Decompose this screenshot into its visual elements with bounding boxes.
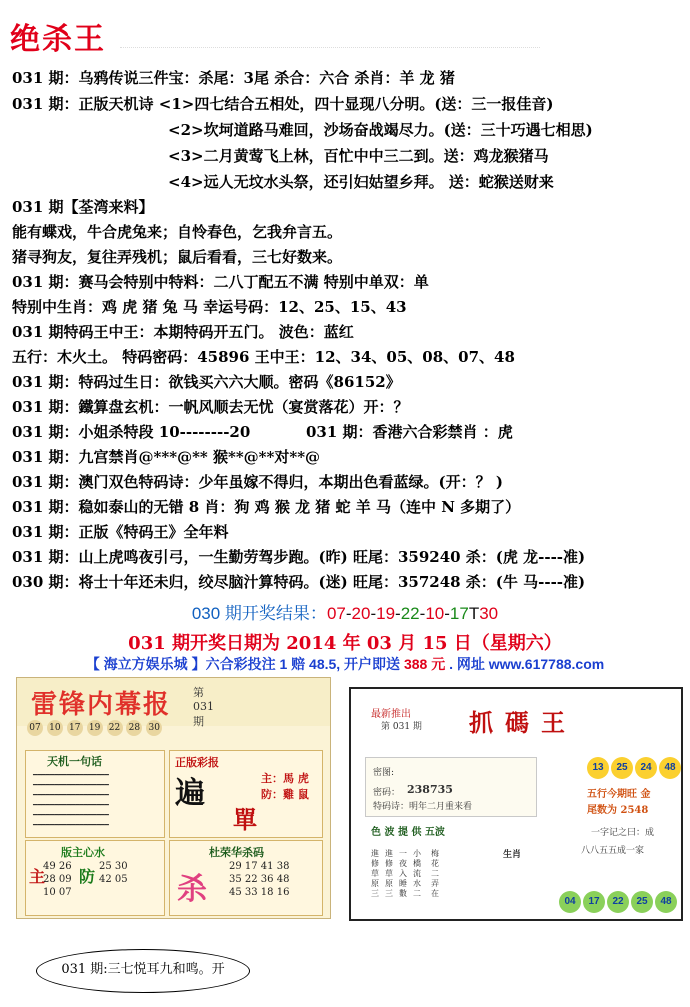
text-line: 031 期：九宫禁肖@***@** 猴**@**对**@	[12, 448, 321, 466]
big-character: 遍	[175, 776, 205, 811]
result-number: 22	[400, 604, 420, 623]
zhua-ma-wang-title: 抓碼王	[469, 708, 577, 737]
text-line: 五行：木火土。 特码密码：45896 王中王：12、34、05、08、07、48	[12, 348, 515, 366]
text-line: <4>远人无坟水头祭，还引妇姑望乡拜。 送：蛇猴送财来	[168, 173, 554, 191]
green-ball: 17	[583, 891, 605, 913]
panel-banzhu-title: 版主心水	[61, 846, 105, 859]
result-number: 10	[425, 604, 445, 623]
panel-sha-ma-title: 杜荣华杀码	[209, 846, 264, 859]
ball: 07	[27, 720, 43, 736]
ball: 30	[146, 720, 162, 736]
text-line: 031 期：鐵算盘玄机：一帆风顺去无忧（宴赏落花）开：？	[12, 398, 409, 416]
fang-label: 防：雞 鼠	[261, 788, 309, 801]
number-row: 35 22 36 48	[229, 874, 290, 885]
result-number: 20	[351, 604, 371, 623]
right-period-label: 第 031 期	[381, 722, 422, 732]
main-numbers	[43, 860, 72, 899]
text-line: 031 期：乌鸦传说三件宝：杀尾：3尾 杀合：六合 杀肖：羊 龙 猪	[12, 69, 455, 87]
poem-line: 特码诗：明年二月重来看	[373, 802, 473, 812]
green-ball: 48	[655, 891, 677, 913]
lei-feng-newspaper-image	[16, 677, 331, 919]
text-line: 031 期：特码过生日：欲钱买六六大顺。密码《86152》	[12, 373, 401, 391]
yellow-ball: 25	[611, 757, 633, 779]
text-line: 031 期：正版《特码王》全年料	[12, 523, 229, 541]
number-row: 25 30	[99, 861, 128, 872]
ad-bonus: 388 元	[403, 656, 446, 672]
number-row: 42 05	[99, 874, 128, 885]
text-line: 031 期：小姐杀特段 10--------20	[12, 423, 251, 441]
result-special-separator: T	[468, 604, 480, 623]
text-line: 031 期：澳门双色特码诗：少年虽嫁不得归，本期出色看蓝绿。(开：？ )	[12, 473, 503, 491]
result-separator: -	[444, 604, 450, 623]
text-line: 031 期：正版天机诗 <1>四七结合五相处，四十显现八分明。(送：三一报佳音)	[12, 95, 554, 113]
ad-banner[interactable]	[0, 654, 690, 674]
result-number: 07	[326, 604, 346, 623]
number-row: 29 17 41 38	[229, 861, 290, 872]
oval-note	[36, 949, 250, 993]
wuxing-label: 五行今期旺 金	[587, 789, 651, 800]
secret-code-label: 密码：	[373, 788, 401, 798]
sha-numbers	[229, 860, 289, 899]
ball: 22	[107, 720, 123, 736]
text-line: 031 期：稳如泰山的无错 8 肖：狗 鸡 猴 龙 猪 蛇 羊 马（连中 N 多期了）	[12, 498, 521, 516]
number-row: 28 09	[43, 874, 72, 885]
result-separator: -	[419, 604, 426, 623]
dan-character: 單	[233, 805, 257, 834]
result-separator: -	[370, 604, 377, 623]
zhu-label: 主：馬 虎	[261, 772, 309, 785]
fang-big-label: 防	[79, 867, 96, 886]
yellow-ball: 24	[635, 757, 657, 779]
number-row: 49 26	[43, 861, 72, 872]
panel-tianji-rows: ━━━━━━━━━━━━━━━━━━ ━━━━━━━━━━━━━━━━━━ ━━━━━━━━━━━━━━━━━━ ━━━━━━━━━━━━━━━━━━ ━━━━━━━━━━━━━━━━━━ ━━━━━━━━━━━━━━━━━━	[33, 771, 109, 829]
green-ball: 04	[559, 891, 581, 913]
main-label: 主	[29, 867, 46, 886]
ball: 19	[87, 720, 103, 736]
ad-text: 【 海立方娱乐城 】六合彩投注 1 赔 48.5, 开户即送	[85, 656, 404, 672]
text-line: 031 期：赛马会特别中特料：二八丁配五不满 特别中单双：单	[12, 273, 429, 291]
panel-zhengban-title: 正版彩报	[175, 756, 219, 769]
sha-character: 杀	[177, 872, 207, 907]
ball: 17	[67, 720, 83, 736]
oval-note-text: 031 期:三七悦耳九和鸣。开	[61, 962, 225, 977]
panel-tianji-title: 天机一句话	[47, 755, 102, 768]
number-row: 45 33 18 16	[229, 887, 290, 898]
zhua-ma-wang-image	[349, 687, 683, 921]
result-number: 17	[449, 604, 469, 623]
poem-column: 進 修 草 原 三	[385, 849, 393, 898]
green-ball: 22	[607, 891, 629, 913]
result-prefix: 030 期开奖结果：	[191, 604, 327, 623]
text-line: 031 期特码王中王：本期特码开五门。 波色：蓝红	[12, 323, 354, 341]
color-wave-tagline: 色 波 提 供 五波	[371, 827, 445, 838]
top-balls-row	[27, 720, 163, 736]
text-line: 031 期：山上虎鸣夜引弓，一生勤劳驾步跑。(昨) 旺尾：359240 杀：(虎 龙----准)	[12, 548, 586, 566]
newspaper-period: 第 031 期	[193, 686, 214, 728]
text-line: 030 期：将士十年还未归，绞尽脑汁算特码。(迷) 旺尾：357248 杀：(牛 马----准)	[12, 573, 586, 591]
text-line: 能有蝶戏，牛合虎兔来；自怜春色，乞我弁言五。	[12, 223, 343, 241]
ball: 10	[47, 720, 63, 736]
family-label: 八八五五成一家	[581, 846, 645, 856]
one-word-label: 一字记之曰：成	[591, 828, 655, 838]
secret-code: 238735	[407, 783, 453, 796]
yellow-ball: 13	[587, 757, 609, 779]
yellow-ball: 48	[659, 757, 681, 779]
secret-image-label: 密图:	[373, 768, 395, 778]
green-ball: 25	[631, 891, 653, 913]
newly-released-label: 最新推出	[371, 709, 411, 720]
poem-column: 小 橋 流 水 二	[413, 849, 421, 898]
newspaper-title: 雷锋内幕报	[31, 690, 172, 720]
zodiac-label: 生肖	[503, 850, 522, 860]
number-row: 10 07	[43, 887, 72, 898]
title-divider	[120, 47, 540, 48]
ad-url[interactable]: . 网址 www.617788.com	[445, 656, 605, 672]
text-line: <2>坎坷道路马难回，沙场奋战竭尽力。(送：三十巧遇七相思)	[168, 121, 593, 139]
newspaper-header	[17, 678, 330, 726]
weishu-label: 尾数为 2548	[587, 805, 649, 816]
draw-date: 031 期开奖日期为 2014 年 03 月 15 日（星期六）	[128, 633, 562, 654]
result-special-number: 30	[479, 604, 499, 623]
text-line: <3>二月黄莺飞上林，百忙中中三二到。送：鸡龙猴猪马	[168, 147, 549, 165]
result-separator: -	[345, 604, 352, 623]
draw-result	[0, 599, 690, 624]
poem-column: 一 夜 入 睡 數	[399, 849, 407, 898]
fang-numbers	[99, 860, 128, 886]
poem-column: 梅 花 二 弄 在	[431, 849, 439, 898]
page-title: 绝杀王	[10, 22, 106, 57]
text-line: 特别中生肖：鸡 虎 猪 兔 马 幸运号码：12、25、15、43	[12, 298, 407, 316]
text-line: 猪寻狗友，复往弄残机；鼠后看看，三七好数来。	[12, 248, 343, 266]
ball: 28	[126, 720, 142, 736]
text-line: 031 期：香港六合彩禁肖 ：虎	[306, 423, 513, 441]
poem-column: 進 修 草 原 三	[371, 849, 379, 898]
text-line: 031 期【荃湾来料】	[12, 198, 154, 216]
result-separator: -	[395, 604, 401, 623]
result-number: 19	[376, 604, 396, 623]
